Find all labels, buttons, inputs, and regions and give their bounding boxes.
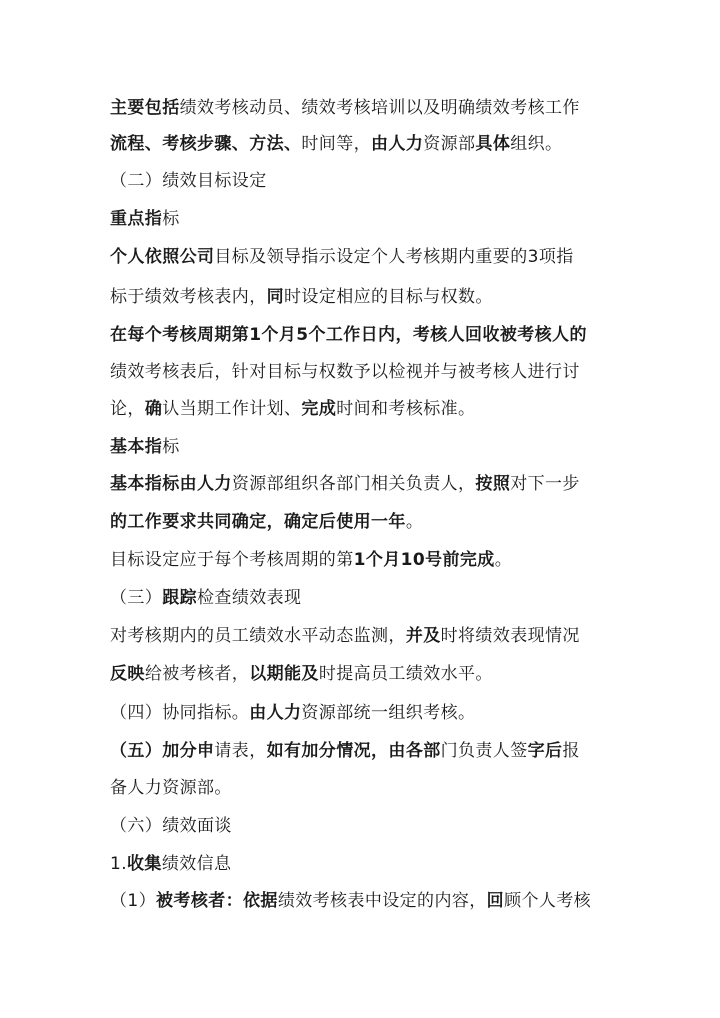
subheading-key-indicators	[110, 205, 610, 233]
text-line-7	[110, 321, 610, 349]
text-run: 收集	[127, 854, 162, 874]
text-run: 资源部	[423, 134, 476, 154]
text-run: （1）	[110, 891, 157, 911]
text-run: （五）加分申	[110, 741, 215, 761]
text-run: 检查绩效表现	[197, 588, 302, 608]
text-run: 请表，	[214, 741, 267, 761]
text-line-9	[110, 395, 610, 423]
text-run: 门负责人签	[440, 741, 528, 761]
text-run: 由人力	[371, 134, 424, 154]
text-line-22	[110, 887, 610, 915]
text-run: 按照	[475, 474, 511, 494]
text-run: 基本指	[110, 437, 163, 457]
text-line-13	[110, 546, 610, 574]
text-line-19	[110, 774, 610, 802]
text-run: 并及	[405, 626, 441, 646]
text-run: 回	[486, 891, 505, 911]
text-run: 目标设定应于每个考核周期的第	[110, 550, 354, 570]
text-run: 时将绩效表现情况	[440, 626, 580, 646]
text-run: 由人力	[249, 703, 302, 723]
text-run: 1.	[110, 854, 128, 874]
text-line-12	[110, 508, 610, 536]
text-line-5	[110, 243, 610, 271]
text-run: 时间等，	[301, 134, 372, 154]
text-run: 认当期工作计划、	[162, 399, 302, 419]
text-run: 跟踪	[162, 588, 198, 608]
subheading-basic-indicators	[110, 433, 610, 461]
text-run: 流程、考核步骤、方法、	[110, 134, 302, 154]
text-run: 绩效信息	[161, 854, 232, 874]
section-heading-3	[110, 584, 610, 612]
text-run: 。	[405, 512, 424, 532]
text-run: 在每个考核周期第1个月5个工作日内，考核人回收被考核人的	[110, 325, 587, 345]
text-run: 的工作要求共同确定，确定后使用一年	[110, 512, 406, 532]
text-run: 完成	[301, 399, 337, 419]
text-run: 被考核者：依据	[156, 891, 278, 911]
text-run: 标	[162, 437, 180, 457]
text-run: 标于绩效考核表内，	[110, 287, 267, 307]
text-run: 论，	[110, 399, 145, 419]
text-run: 个人依照公司	[110, 247, 215, 267]
text-run: （六）绩效面谈	[110, 816, 232, 836]
text-run: 给被考核者，	[144, 664, 250, 684]
text-run: 目标及领导指示设定个人考核期内重要的3项指	[214, 247, 574, 267]
text-line-1	[110, 94, 610, 122]
section-heading-4	[110, 699, 610, 727]
text-run: 对考核期内的员工绩效水平动态监测，	[110, 626, 406, 646]
text-run: 字后	[527, 741, 563, 761]
text-run: 时间和考核标准。	[336, 399, 476, 419]
text-run: 资源部统一组织考核。	[301, 703, 476, 723]
text-run: （三）	[110, 588, 163, 608]
text-run: 。	[494, 550, 513, 570]
text-run: 标	[162, 209, 180, 229]
text-run: 绩效考核表中设定的内容，	[277, 891, 487, 911]
text-run: 备人力资源部。	[110, 778, 232, 798]
text-run: 资源部组织各部门相关负责人，	[231, 474, 476, 494]
text-run: 同	[266, 287, 285, 307]
text-run: 以期能及	[249, 664, 319, 684]
text-line-11	[110, 470, 610, 498]
section-heading-6	[110, 812, 610, 840]
text-run: 顾个人考核	[504, 891, 592, 911]
text-run: 反映	[110, 664, 145, 684]
text-line-6	[110, 283, 610, 311]
section-heading-5	[110, 737, 610, 765]
text-run: 1个月10号前完成	[353, 550, 495, 570]
text-run: 基本指标由人力	[110, 474, 232, 494]
text-run: 对下一步	[510, 474, 580, 494]
text-run: 具体	[475, 134, 511, 154]
text-line-8	[110, 358, 610, 386]
text-run: 确	[144, 399, 163, 419]
text-run: 时设定相应的目标与权数。	[284, 287, 493, 307]
text-run: 报	[562, 741, 580, 761]
text-line-16	[110, 660, 610, 688]
text-line-15	[110, 622, 610, 650]
subheading-collect-info	[110, 850, 610, 878]
text-run: 绩效考核动员、绩效考核培训以及明确绩效考核工作	[179, 98, 580, 118]
text-run: 绩效考核表后，针对目标与权数予以检视并与被考核人进行讨	[110, 362, 580, 382]
text-run: （四）协同指标。	[110, 703, 250, 723]
text-run: 如有加分情况，由各部	[266, 741, 441, 761]
text-run: （二）绩效目标设定	[110, 171, 267, 191]
section-heading-2	[110, 167, 610, 195]
text-run: 主要包括	[110, 98, 180, 118]
text-run: 时提高员工绩效水平。	[318, 664, 493, 684]
text-line-2	[110, 130, 610, 158]
text-run: 重点指	[110, 209, 163, 229]
text-run: 组织。	[510, 134, 563, 154]
